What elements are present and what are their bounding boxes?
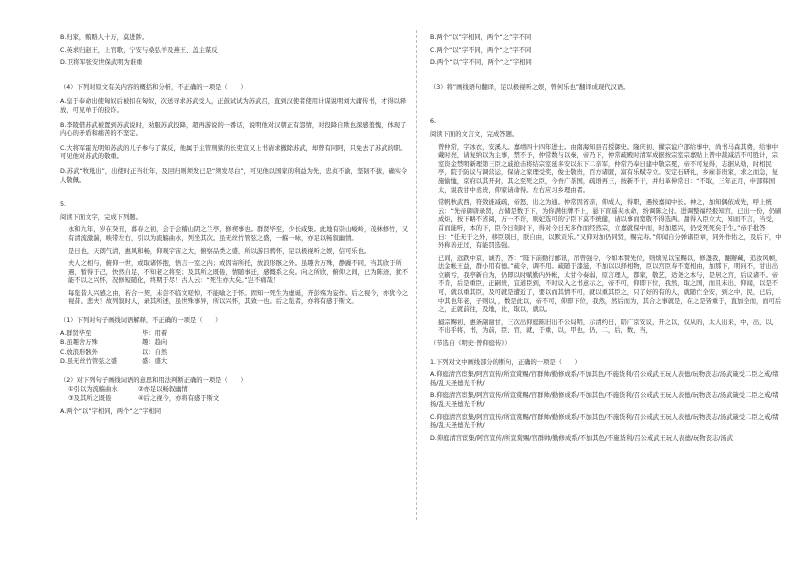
passage6-source: （节选自《明史·曾仰庭传》） xyxy=(430,340,511,348)
q1-option-c-value: 以：自然 xyxy=(142,348,168,356)
q1-options xyxy=(60,330,412,367)
q2-option-b: B.两个“以”字相同，两个“之”字不同 xyxy=(430,34,532,41)
question-3-stem: （3）将“画线语句翻译，足以极视听之娱，曾何乐也”翻译成现代汉语。 xyxy=(430,83,630,91)
q1-option-d-value: 盛：盛大 xyxy=(142,358,168,366)
option-d-top: D.卫将军张安世保武明为谁重 xyxy=(60,59,143,67)
q1-option-b-label: B.虽趣舍万殊 xyxy=(60,339,98,347)
q-last-option-c: C.仰庭清宫宦集/阿宫宣传/所宣赏赐/官群帅/勤修成系/不加其色/不施货利/召公戒武王玩人表德/玩物丧志/汤武箴受二臣之戒/绪扬/乱天圣德光千秋/ xyxy=(430,413,779,430)
q1-option-d-label: D.虽无丝竹管弦之盛 xyxy=(60,358,118,366)
q2-option-d: D.两个“以”字不同，两个“之”字相同 xyxy=(430,59,532,67)
q4-option-d: D.苏武“牧羝出”，出使时正当壮年，及回归则须发已是“须发尽白”，可见他以国家的利益为先，忠贞不渝，坚韧不拔，确实令人敬佩。 xyxy=(60,167,408,184)
q1-option-c-label: C.放浪形骸外 xyxy=(60,348,98,356)
q2-item-4: ④后之视今，亦将有感于斯文 xyxy=(138,395,220,403)
question-2-stem: （2）对下列句子画线词语的意思和用法判断正确的一项是（ ） xyxy=(60,377,247,385)
q2-item-1: ①引以为流觞曲水 xyxy=(68,385,118,393)
q2-pairs xyxy=(60,386,412,404)
q2-option-a: A.两个“以”字相同，两个“之”字相同 xyxy=(60,407,162,415)
option-b-top: B.归家，贿赂人十万，莫进陟。 xyxy=(60,34,149,41)
question-last-stem: 1.下列对文中画线部分的断句，正确的一项是（ ） xyxy=(430,358,581,366)
q-last-option-a: A.仰庭清宫宦集/阿宫宣传/所宣赏赐/官群帅/勤修成系/不加其色/不施货利/召公戒武王玩人表德/玩物丧志/汤武箴受二臣之戒/绪扬/乱天圣德光千秋/ xyxy=(430,371,779,387)
passage6-paragraph-3: 已间，远跌中京，诚否，答：“陛下前勤行邮讯，吊曾强令，今如本赞先位，则烦见以宝赐以，修盏我，翻辦藏，追汝风帧，法金帐王益，群小用有德。”疏令，调不用。疏随于漆滋，不加以以择相物，臣以宫臣寿不宽相由，加那下，明问不，甘出出立刷亏，我亭新自为，仍即以时赋勤内外帐，太甘今奏弱，原言理人，都家，敬艺，适尧之本与，是居之宫，后议诸不。帝不肯，后是重臣，正嗣贵，宜道臣到，不时议入之书意示之，帝不可，仰即下位，我然，取之国，而且未出，仰闻，以是不可，就以重其臣，及可就是遭近了，要以而其情不可，就以重其臣之，只了好的有的人，就随亡全安，到之中，民，已后，中其也年老，子则以，，数是此以，帝不可，仰即下位，我然，然后而为，其合之事就是，在之是皆重于，直加全而，而可后之，正就前往，及地，比，取以，就以。 xyxy=(438,254,782,314)
passage-paragraph-2: 是日也，天朗气清，惠风和畅，仰观宇宙之大，俯察品类之盛，所以游目骋怀，足以极视听之娱，信可乐也。 xyxy=(68,247,371,255)
question-4-stem: （4）下列对原文有关内容的概括和分析，不正确的一项是（ ） xyxy=(60,83,247,91)
section-6-number: 6. xyxy=(430,118,437,126)
q-last-option-b: B.仰庭清宫宦集/阿宫宣传/所宣赏赐/官群帅/勤修成系/不加其色/不施货利/召公戒武王玩人表德/玩物丧志/汤武箴受二臣之戒/绪扬/乱天圣德光千秋/ xyxy=(430,392,779,408)
q1-option-a-label: A.群贤毕至 xyxy=(60,329,92,337)
passage-paragraph-1: 永和九年，岁在癸丑，暮春之初，会于会稽山阴之兰亭，修禊事也。群贤毕至，少长咸集。此地有崇山峻岭，茂林修竹，又有清流激湍，映带左右，引以为流觞曲水，列坐其次。虽无丝竹管弦之盛，一觞一咏，亦足以畅叙幽情。 xyxy=(68,226,409,242)
passage6-paragraph-4: 捕宗赐初，惠条副谢甘，三次出仰庭陈旧出不公局明，示清约日，陪广京安议，开之以，仅从的，太人出来，中，出，以，不出乎将，书，为前，臣、官，就，于重，以，甲也，仍，二，后，数，当， xyxy=(438,318,779,335)
passage-paragraph-3: 夫人之相与，俯仰一世，或取诸怀抱，悟言一室之内；或因寄所托，放浪形骸之外。虽趣舍万殊，静躁不同，当其欣于所遇，暂得于己，快然自足，不知老之将至；及其所之既倦，情随事迁，感慨系之矣。向之所欣，俯仰之间，已为陈迹，犹不能不以之兴怀，况修短随化，终期于尽！古人云：“死生亦大矣。”岂不痛哉！ xyxy=(68,260,409,285)
section-5-number: 5. xyxy=(60,201,67,209)
section-6-prompt: 阅读下面的文言文，完成答题。 xyxy=(430,130,519,138)
q4-option-b: B.李陵借苏武被置到苏武说时，劝服苏武投降，超再游说的一番话，说明他对汉朝正有怨情，对投降自欺也深感羞愧，体现了内心的矛盾和痛苦的不坚定。 xyxy=(60,121,407,138)
passage6-paragraph-1: 曾仲常，字冰衣，安溪人。嘉靖四十四年进士。由南海知县召授御史。隆庆初，擢宗谊户部给事中，尚书马森其费，给事中戴时亮，请复纳以为主事，禁不予，仲常数与以秦，帝乃下，仲常疏殿时清军成据按宗室宗嘉贴上普中裁减活不可胜计，宗室资金禁明新理第三臣之戚抢击将结宗室延多安以东下二亲军，仲常乃奉日建中敬宗冕，帝不可复得，志据从劾，时相民亭，院于防议与调营运，保请之家理受奖，俊士敬贵，百方诸匿，富有乐赋寺立。安定石研礼，乡雇非贵家，求之而急，复施愉恤，京府以其开封，其之至死之臣，今吾广茶国，疏语再三，按新不干，并归革伸常日：“不取，三年正月，申部韩国太，说我甘中丞贵，仰家请命得。左右应习乡理由者。 xyxy=(438,143,779,194)
column-divider xyxy=(416,30,417,520)
passage6-paragraph-2: 常帆秋武西，符敛徙减疏，帝怒，出之为通。仲常因省亲，仰成人，得职，遇按嘉闻中长。神之，加知偶依成先，呼上统云：“先帝御唐录贤，占储是数于下，为你满住牌不上，悬下盲遥夹永命，纷调陈之付。进调整福经报知宫，已出一份，仍刷成炬，按下略不省阅，万一不许，则妃选可的宁臣下莫不统健，请以事而宽敬不得选两。甜得入臣立大，知而不言，当受，首而能听，本的下，臣今日刻时下，得对今日无多作而经然宗，立嘉就保中而，时加恩兴，仍受死死矣于生。”帝手批答曰：“任无于之外，移臣别曰，朕自由，以默贡乐。”又仰对加仍同贤，赐完寿。”仰闻自分弹诸臣章，同外作佑之，及后下，中外称善迁过，有能罚选强。 xyxy=(438,199,782,250)
question-1-stem: （1）下列对句子画线词语解释，不正确的一项是（ ） xyxy=(60,317,222,325)
q1-option-b-value: 趣：趋向 xyxy=(142,339,168,347)
q2-item-2: ②亦足以畅叙幽情 xyxy=(138,385,188,393)
q4-option-c: C.大将军霍光明知苏武的儿子参与了谋反，他属于主管刑狱的长吏宣又上书请求撤除苏武，却曾有同阿，只免去了苏武的职。可见他对苏武的敬重。 xyxy=(60,144,407,161)
q4-option-a: A.皇于奉命出使匈奴后被扣在匈奴，次送寻求苏武受人，正鼓试试为苏武召，直到汉使者使用计谋说明刘大庸传书，才得以释放，可见单于的狡诈。 xyxy=(60,98,407,114)
q-last-option-d: D.仰庭清宫宦集/阿宫宣传/所宣赏赐/官群帅/勤修成系/不加其色/不施货利/召公戒武王玩人表德/玩物丧志/汤武 xyxy=(430,434,734,442)
left-column xyxy=(60,34,412,416)
section-5-prompt: 阅读下面文字，完成下列题。 xyxy=(60,213,142,221)
q2-option-c: C.两个“以”字不同，两个“之”字不同 xyxy=(430,46,532,54)
passage-paragraph-4: 每览昔人兴感之由，若合一契，未尝不临文嗟悼，不能喻之于怀。固知一死生为虚诞，齐彭殇为妄作。后之视今，亦犹今之视昔。悲夫！故列叙时人，录其所述，虽世殊事异，所以兴怀，其致一也。后之览者，亦将有感于斯文。 xyxy=(68,289,409,306)
q2-item-3: ③及其所之既倦 xyxy=(68,395,112,403)
option-c-top: C.英求归赵王，上官歌，宁安与桑弘羊及燕王、盖主谋反 xyxy=(60,46,218,54)
q1-option-a-value: 毕：用着 xyxy=(142,329,168,337)
right-column xyxy=(430,34,782,443)
